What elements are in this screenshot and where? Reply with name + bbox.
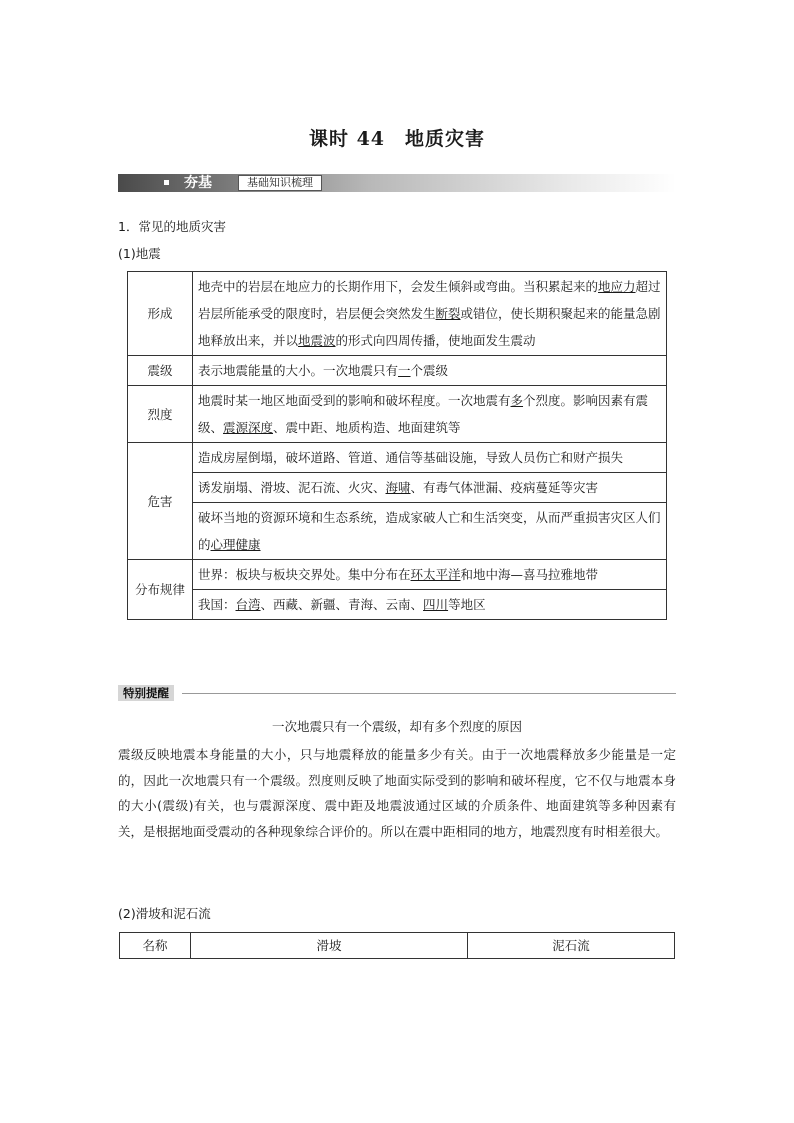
underlined-answer: 多 <box>510 393 524 408</box>
table-row <box>128 356 667 386</box>
distribution-cell <box>193 590 667 620</box>
underlined-answer: 四川 <box>423 597 449 612</box>
underlined-answer: 心理健康 <box>210 537 261 552</box>
cell-text: 我国： <box>198 597 236 612</box>
hazard-cell <box>193 443 667 473</box>
col-header-mudflow: 泥石流 <box>468 933 675 959</box>
cell-text: 、有毒气体泄漏、疫病蔓延等灾害 <box>410 480 599 495</box>
cell-text: 破坏当地的资源环境和生态系统，造成家破人亡和生活突变，从而严重损害灾区人们的 <box>198 510 661 552</box>
table-row <box>128 386 667 443</box>
tip-body: 震级反映地震本身能量的大小，只与地震释放的能量多少有关。由于一次地震释放多少能量是一定的，因此一次地震只有一个震级。烈度则反映了地面实际受到的影响和破坏程度，它不仅与地震本身的大小(震级)有关，也与震源深度、震中距及地震波通过区域的介质条件、地面建筑等多种因素有关，是根据地面受震动的各种现象综合评价的。所以在震中距相同的地方，地震烈度有时相差很大。 <box>118 747 676 839</box>
cell-text: 或错位，使长期积聚起来的能量急剧地释放出来，并以 <box>198 306 661 348</box>
cell-text: 世界：板块与板块交界处。集中分布在 <box>198 567 411 582</box>
underlined-answer: 地震波 <box>298 333 336 348</box>
formation-cell <box>193 272 667 356</box>
table-row <box>128 272 667 356</box>
section1-heading: 1．常见的地质灾害 <box>118 219 226 234</box>
underlined-answer: 震源深度 <box>223 420 274 435</box>
cell-text: 超过岩层所能承受的限度时，岩层便会突然发生 <box>198 279 661 321</box>
hazard-cell <box>193 473 667 503</box>
cell-text: 个烈度。影响因素有震级、 <box>198 393 649 435</box>
special-tip-header <box>118 685 676 701</box>
cell-text: 地震时某一地区地面受到的影响和破坏程度。一次地震有 <box>198 393 511 408</box>
hazard-cell <box>193 503 667 560</box>
landslide-mudflow-table <box>119 932 675 959</box>
section-banner <box>118 174 676 192</box>
cell-text: 表示地震能量的大小。一次地震只有 <box>198 363 399 378</box>
row-head-hazard: 危害 <box>128 443 193 560</box>
cell-text: 个震级 <box>410 363 449 378</box>
cell-text: 和地中海—喜马拉雅地带 <box>460 567 599 582</box>
cell-text: 、震中距、地质构造、地面建筑等 <box>273 420 461 435</box>
col-header-landslide: 滑坡 <box>191 933 468 959</box>
section2-heading: (2)滑坡和泥石流 <box>118 906 211 921</box>
row-head-magnitude: 震级 <box>128 356 193 386</box>
earthquake-table <box>127 271 667 620</box>
magnitude-cell <box>193 356 667 386</box>
cell-text: 地壳中的岩层在地应力的长期作用下，会发生倾斜或弯曲。当积累起来的 <box>198 279 599 294</box>
banner-bullet-icon <box>164 180 169 185</box>
cell-text: 的形式向四周传播，使地面发生震动 <box>335 333 536 348</box>
cell-text: 诱发崩塌、滑坡、泥石流、火灾、 <box>198 480 386 495</box>
intensity-cell <box>193 386 667 443</box>
divider <box>182 693 676 694</box>
banner-label: 夯基 <box>184 175 212 191</box>
underlined-answer: 环太平洋 <box>410 567 461 582</box>
cell-text: 等地区 <box>448 597 486 612</box>
row-head-distribution: 分布规律 <box>128 560 193 620</box>
row-head-formation: 形成 <box>128 272 193 356</box>
table-row <box>120 933 675 959</box>
row-head-intensity: 烈度 <box>128 386 193 443</box>
table-row <box>128 473 667 503</box>
special-tip-label: 特别提醒 <box>118 685 174 701</box>
page-title: 课时 44 地质灾害 <box>308 128 486 150</box>
table-row <box>128 443 667 473</box>
distribution-cell <box>193 560 667 590</box>
col-header-name: 名称 <box>120 933 191 959</box>
underlined-answer: 断裂 <box>435 306 461 321</box>
tip-title: 一次地震只有一个震级，却有多个烈度的原因 <box>271 719 522 734</box>
table-row <box>128 503 667 560</box>
table-row <box>128 590 667 620</box>
section1-subheading: (1)地震 <box>118 246 161 261</box>
cell-text: 造成房屋倒塌，破坏道路、管道、通信等基础设施，导致人员伤亡和财产损失 <box>198 450 624 465</box>
underlined-answer: 台湾 <box>235 597 261 612</box>
underlined-answer: 地应力 <box>598 279 636 294</box>
underlined-answer: 海啸 <box>385 480 411 495</box>
cell-text: 、西藏、新疆、青海、云南、 <box>260 597 424 612</box>
underlined-answer: 一 <box>398 363 411 378</box>
banner-tag: 基础知识梳理 <box>238 175 322 191</box>
table-row <box>128 560 667 590</box>
